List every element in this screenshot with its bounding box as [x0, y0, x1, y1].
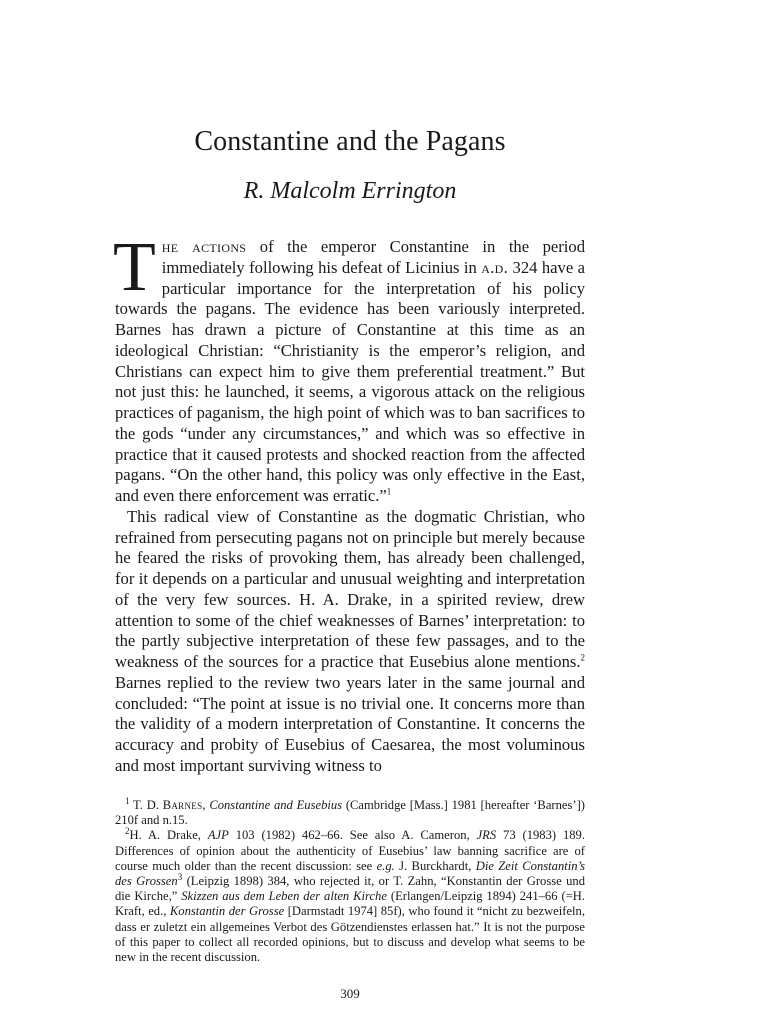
paragraph-text: 324 have a particular importance for the interpretation of his policy towards the pagans. The evidence has been variously interpreted. Barnes has drawn a picture of Constantine at this time as an ideological Christian: “Christianity is the emperor’s religion, and Christians can expect him to give them preferential treatment.” But not just this: he launched, it seems, a vigorous attack on the religious practices of paganism, the high point of which was to ban sacrifices to the gods “under any circumstances,” and which was so effective in practice that it caused protests and shocked reaction from the affected pagans. “On the other hand, this policy was only effective in the East, and even there enforcement was erratic.”: [115, 257, 585, 505]
footnote-text: ,: [202, 798, 210, 812]
footnote-text: 73 (1983) 189. Differences of opinion about the authenticity of Eusebius’ law banning sacrifice are of course much older than the recent discussion: see: [115, 828, 585, 873]
cited-work: Skizzen aus dem Leben der alten Kirche: [181, 889, 387, 904]
edition-number: 3: [177, 871, 183, 882]
era-abbreviation: a.d.: [481, 257, 509, 277]
footnote-text: [Darmstadt 1974] 85f), who found it “nicht zu bezweifeln, dass er zuletzt ein allgemeines Verbot des Götzendienstes erlassen hat.” It is not the purpose of this paper to collect all recorded opinions, but to discuss and develop what seems to be new in the recent discussion.: [115, 904, 585, 965]
cited-author: Barnes: [162, 798, 203, 812]
footnote-number: 1: [125, 795, 130, 806]
latin-abbreviation: e.g.: [376, 858, 395, 873]
paragraph-text: This radical view of Constantine as the dogmatic Christian, who refrained from persecuting pagans not on principle but merely because he feared the risks of provoking them, has already been challenged, for it depends on a particular and unusual weighting and interpretation of the very few sources. H. A. Drake, in a spirited review, drew attention to some of the chief weaknesses of Barnes’ interpretation: to the partly subjective interpretation of these few passages, and to the weakness of the sources for a practice that Eusebius alone mentions.: [115, 506, 585, 671]
cited-journal: AJP: [207, 828, 229, 843]
article-author: R. Malcolm Errington: [243, 178, 457, 204]
lead-small-caps: he actions: [161, 237, 247, 256]
cited-work: Die Zeit Constantin’s des Grossen: [115, 858, 586, 889]
cited-journal: JRS: [476, 828, 497, 843]
footnote-text: 103 (1982) 462–66. See also A. Cameron,: [228, 828, 477, 843]
footnote-ref-1[interactable]: 1: [386, 486, 392, 497]
paragraph-text: of the emperor Constantine in the period immediately following his defeat of Licinius in: [161, 237, 585, 277]
cited-work: Konstantin der Grosse: [169, 904, 285, 919]
footnote-text: H. A. Drake,: [129, 828, 208, 843]
footnote-2: [115, 828, 585, 965]
footnote-text: J. Burckhardt,: [394, 858, 476, 873]
body-paragraph-2: [115, 507, 585, 777]
footnote-text: T. D.: [129, 798, 163, 812]
footnote-text: (Leipzig 1898) 384, who rejected it, or T. Zahn, “Konstantin der Grosse und die Kirche,”: [115, 874, 585, 904]
article-title: Constantine and the Pagans: [194, 126, 506, 157]
footnote-text: (Cambridge [Mass.] 1981 [hereafter ‘Barnes’]) 210f and n.15.: [115, 798, 585, 828]
footnotes: [115, 795, 586, 965]
cited-work: Constantine and Eusebius: [209, 798, 343, 812]
page-number: 309: [340, 986, 360, 1001]
drop-cap: T: [113, 229, 156, 306]
article-body: [113, 229, 585, 777]
footnote-text: (Erlangen/Leipzig 1894) 241–66 (=H. Kraft, ed.,: [115, 889, 585, 919]
footnote-1: [115, 795, 585, 828]
paragraph-text: Barnes replied to the review two years later in the same journal and concluded: “The point at issue is no trivial one. It concerns more than the validity of a modern interpretation of Constantine. It concerns the accuracy and probity of Eusebius of Caesarea, the most voluminous and most important surviving witness to: [115, 672, 585, 775]
footnote-ref-2[interactable]: 2: [580, 652, 585, 663]
body-paragraph-1: [113, 229, 585, 507]
footnote-number: 2: [125, 826, 130, 837]
